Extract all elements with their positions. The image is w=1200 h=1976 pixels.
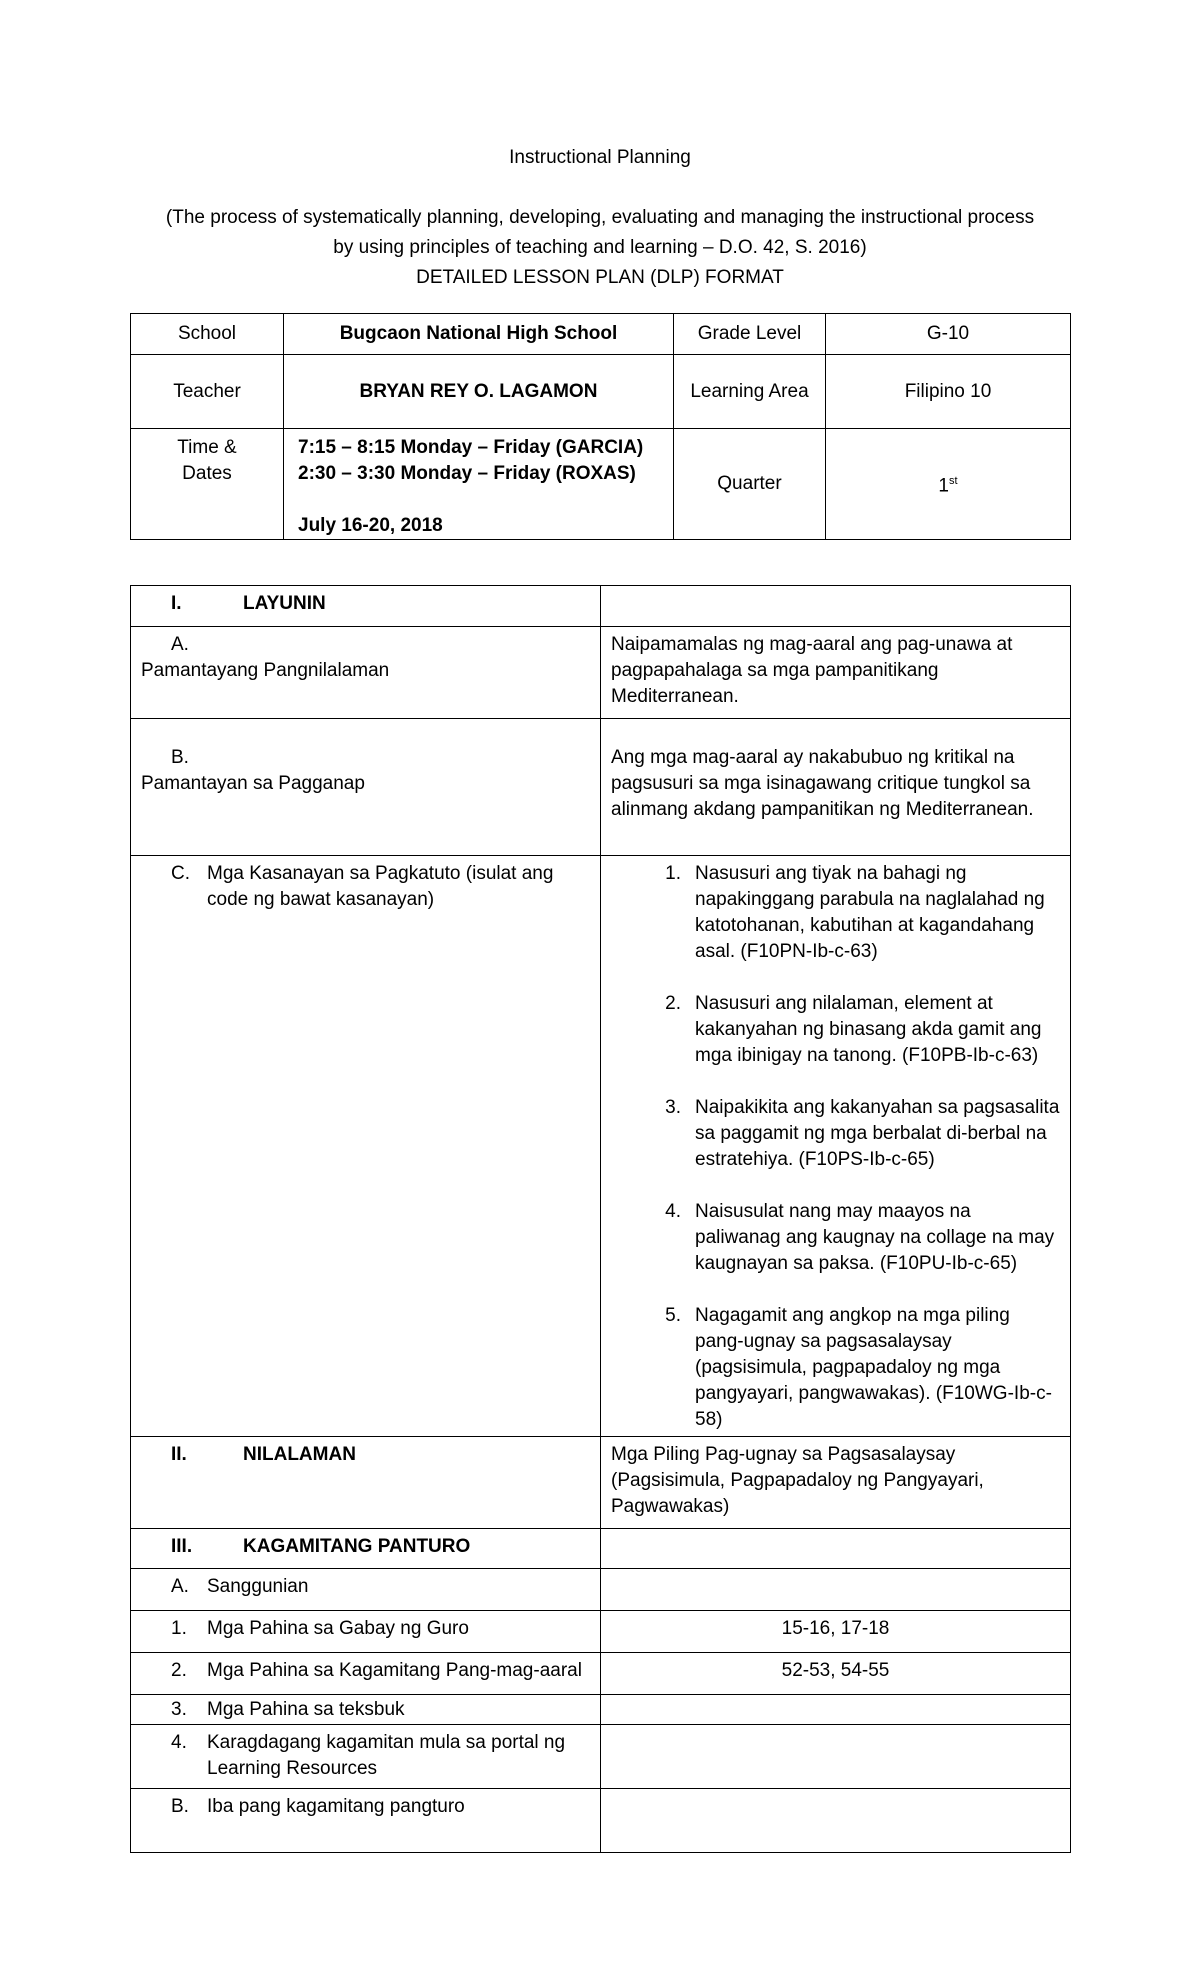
- quarter-suffix: st: [949, 475, 958, 488]
- performance-standard-row: [131, 719, 1071, 856]
- schedule-roxas: 2:30 – 3:30 Monday – Friday (ROXAS): [298, 463, 636, 484]
- learning-competencies-label-cell: [131, 856, 601, 1437]
- info-row-time: [131, 429, 1071, 540]
- school-label: School: [131, 314, 284, 355]
- references-row: [131, 1569, 1071, 1611]
- time-dates-value: [284, 429, 674, 540]
- textbook-label-cell: [131, 1695, 601, 1725]
- quarter-label: Quarter: [674, 429, 826, 540]
- section-layunin-row: [131, 586, 1071, 627]
- objective-text: Nagagamit ang angkop na mga piling pang-ugnay sa pagsasalaysay (pagsisimula, pagpapadaloy ng mga pangyayari, pangwawakas). (F10WG-Ib-c-58): [695, 1305, 1052, 1430]
- empty-cell: [601, 1529, 1071, 1569]
- objectives-list: [611, 861, 1060, 1433]
- learner-material-pages: 52-53, 54-55: [601, 1653, 1071, 1695]
- item-label: Karagdagang kagamitan mula sa portal ng Learning Resources: [207, 1732, 566, 1779]
- info-row-school: [131, 314, 1071, 355]
- school-value: Bugcaon National High School: [284, 314, 674, 355]
- item-label: Iba pang kagamitang pangturo: [207, 1796, 465, 1817]
- learning-area-label: Learning Area: [674, 355, 826, 429]
- info-table: [130, 313, 1071, 540]
- section-number: III.: [171, 1536, 193, 1557]
- empty-cell: [601, 1789, 1071, 1853]
- portal-resources-label-cell: [131, 1725, 601, 1789]
- content-standard-label-cell: [131, 627, 601, 719]
- lesson-date: July 16-20, 2018: [298, 515, 443, 536]
- learner-material-label-cell: [131, 1653, 601, 1695]
- learner-material-row: [131, 1653, 1071, 1695]
- empty-cell: [601, 1569, 1071, 1611]
- item-letter: C.: [171, 863, 190, 884]
- section-layunin-cell: [131, 586, 601, 627]
- item-number: 4.: [171, 1732, 187, 1753]
- content-standard-row: [131, 627, 1071, 719]
- item-letter: B.: [171, 1796, 189, 1817]
- section-title: LAYUNIN: [243, 593, 326, 614]
- section-number: II.: [171, 1444, 187, 1465]
- item-label: Mga Pahina sa Gabay ng Guro: [207, 1618, 469, 1639]
- nilalaman-value: Mga Piling Pag-ugnay sa Pagsasalaysay (Pagsisimula, Pagpapadaloy ng Pangyayari, Pagwawakas): [601, 1437, 1071, 1529]
- other-materials-label-cell: [131, 1789, 601, 1853]
- teacher-label: Teacher: [131, 355, 284, 429]
- section-nilalaman-row: [131, 1437, 1071, 1529]
- empty-cell: [601, 586, 1071, 627]
- section-nilalaman-cell: [131, 1437, 601, 1529]
- performance-standard-value: Ang mga mag-aaral ay nakabubuo ng kritikal na pagsusuri sa mga isinagawang critique tungkol sa alinmang akdang pampanitikan ng Mediterranean.: [601, 719, 1071, 856]
- objective-item: [611, 991, 1060, 1069]
- item-label: Mga Pahina sa teksbuk: [207, 1699, 405, 1720]
- item-label: Pamantayang Pangnilalaman: [141, 660, 390, 681]
- grade-level-label: Grade Level: [674, 314, 826, 355]
- objective-text: Nasusuri ang nilalaman, element at kakanyahan ng binasang akda gamit ang mga ibinigay na tanong. (F10PB-Ib-c-63): [695, 993, 1042, 1066]
- portal-resources-row: [131, 1725, 1071, 1789]
- time-label-line-1: Time &: [177, 437, 237, 458]
- other-materials-row: [131, 1789, 1071, 1853]
- section-number: I.: [171, 593, 182, 614]
- content-standard-value: Naipamamalas ng mag-aaral ang pag-unawa at pagpapahalaga sa mga pampanitikang Mediterranean.: [601, 627, 1071, 719]
- item-label: Sanggunian: [207, 1576, 309, 1597]
- performance-standard-label-cell: [131, 719, 601, 856]
- info-row-teacher: [131, 355, 1071, 429]
- objective-number: 3.: [665, 1097, 681, 1118]
- document-format-label: DETAILED LESSON PLAN (DLP) FORMAT: [416, 267, 784, 288]
- item-number: 3.: [171, 1699, 187, 1720]
- grade-level-value: G-10: [826, 314, 1071, 355]
- lesson-plan-table: [130, 585, 1071, 1853]
- item-number: 1.: [171, 1618, 187, 1639]
- teacher-guide-label-cell: [131, 1611, 601, 1653]
- objective-item: [611, 1095, 1060, 1173]
- objective-number: 5.: [665, 1305, 681, 1326]
- objective-number: 2.: [665, 993, 681, 1014]
- references-label-cell: [131, 1569, 601, 1611]
- learning-competencies-list-cell: [601, 856, 1071, 1437]
- document-title: Instructional Planning: [509, 147, 691, 168]
- objective-text: Nasusuri ang tiyak na bahagi ng napakinggang parabula na naglalahad ng katotohanan, kabutihan at kagandahang asal. (F10PN-Ib-c-63): [695, 863, 1045, 962]
- quarter-number: 1: [938, 475, 949, 497]
- time-dates-label: [131, 429, 284, 540]
- document-subtitle-line-1: (The process of systematically planning, developing, evaluating and managing the instructional process: [165, 207, 1035, 228]
- objective-number: 1.: [665, 863, 681, 884]
- objective-text: Naipakikita ang kakanyahan sa pagsasalita sa paggamit ng mga berbalat di-berbal na estratehiya. (F10PS-Ib-c-65): [695, 1097, 1060, 1170]
- item-number: 2.: [171, 1660, 187, 1681]
- empty-cell: [601, 1725, 1071, 1789]
- textbook-row: [131, 1695, 1071, 1725]
- document-subtitle-line-2: by using principles of teaching and learning – D.O. 42, S. 2016): [333, 237, 867, 258]
- item-label: Pamantayan sa Pagganap: [141, 773, 365, 794]
- item-label: Mga Kasanayan sa Pagkatuto (isulat ang code ng bawat kasanayan): [207, 863, 554, 910]
- learning-competencies-row: [131, 856, 1071, 1437]
- item-letter: A.: [171, 634, 189, 655]
- section-title: KAGAMITANG PANTURO: [243, 1536, 471, 1557]
- objective-item: [611, 1303, 1060, 1433]
- quarter-value: [826, 429, 1071, 540]
- item-label: Mga Pahina sa Kagamitang Pang-mag-aaral: [207, 1660, 582, 1681]
- schedule-garcia: 7:15 – 8:15 Monday – Friday (GARCIA): [298, 437, 644, 458]
- objective-text: Naisusulat nang may maayos na paliwanag ang kaugnay na collage na may kaugnayan sa paksa. (F10PU-Ib-c-65): [695, 1201, 1055, 1274]
- teacher-guide-row: [131, 1611, 1071, 1653]
- empty-cell: [601, 1695, 1071, 1725]
- teacher-guide-pages: 15-16, 17-18: [601, 1611, 1071, 1653]
- objective-item: [611, 861, 1060, 965]
- item-letter: B.: [171, 747, 189, 768]
- objective-item: [611, 1199, 1060, 1277]
- section-kagamitan-row: [131, 1529, 1071, 1569]
- section-title: NILALAMAN: [243, 1444, 356, 1465]
- item-letter: A.: [171, 1576, 189, 1597]
- teacher-value: BRYAN REY O. LAGAMON: [284, 355, 674, 429]
- section-kagamitan-cell: [131, 1529, 601, 1569]
- learning-area-value: Filipino 10: [826, 355, 1071, 429]
- objective-number: 4.: [665, 1201, 681, 1222]
- time-label-line-2: Dates: [182, 463, 232, 484]
